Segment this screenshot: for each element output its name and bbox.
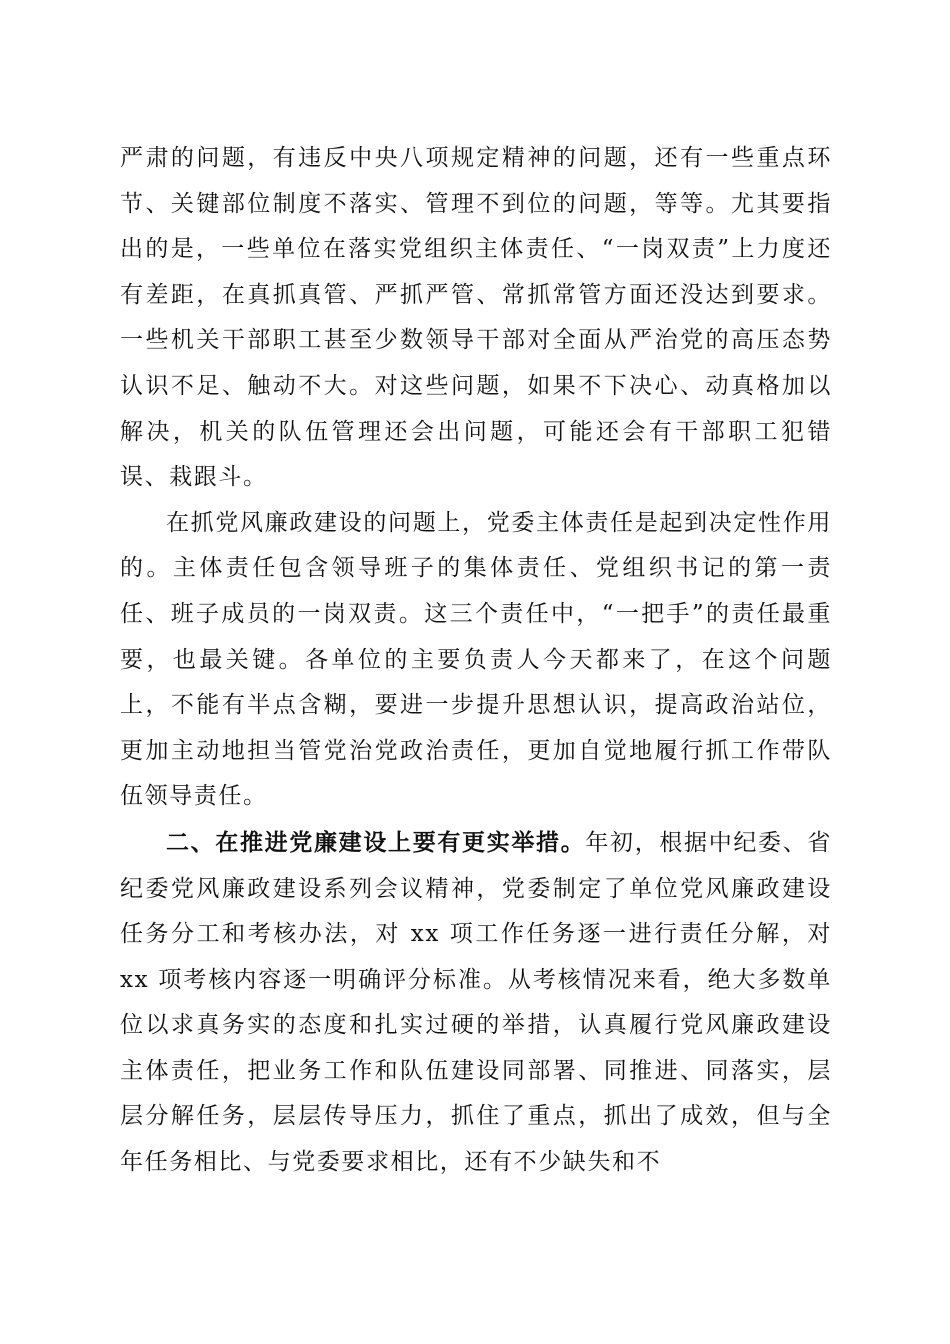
paragraph-section-two	[120, 820, 832, 1186]
paragraph-continued	[120, 136, 832, 501]
paragraph-text: 在抓党风廉政建设的问题上，党委主体责任是起到决定性作用的。主体责任包含领导班子的集体责任、党组织书记的第一责任、班子成员的一岗双责。这三个责任中，“一把手”的责任最重要，也最关键。各单位的主要负责人今天都来了，在这个问题上，不能有半点含糊，要进一步提升思想认识，提高政治站位，更加主动地担当管党治党政治责任，更加自觉地履行抓工作带队伍领导责任。	[120, 509, 832, 810]
document-body	[120, 136, 832, 1186]
paragraph-text: 严肃的问题，有违反中央八项规定精神的问题，还有一些重点环节、关键部位制度不落实、管理不到位的问题，等等。尤其要指出的是，一些单位在落实党组织主体责任、“一岗双责”上力度还有差距，在真抓真管、严抓严管、常抓常管方面还没达到要求。一些机关干部职工甚至少数领导干部对全面从严治党的高压态势认识不足、触动不大。对这些问题，如果不下决心、动真格加以解决，机关的队伍管理还会出问题，可能还会有干部职工犯错误、栽跟斗。	[120, 145, 832, 491]
paragraph-party-committee-responsibility	[120, 501, 832, 820]
section-heading: 二、在推进党廉建设上要有更实举措。	[166, 828, 586, 856]
paragraph-text: 年初，根据中纪委、省纪委党风廉政建设系列会议精神，党委制定了单位党风廉政建设任务分工和考核办法，对 xx 项工作任务逐一进行责任分解，对 xx 项考核内容逐一明确评分标准。从考核情况来看，绝大多数单位以求真务实的态度和扎实过硬的举措，认真履行党风廉政建设主体责任，把业务工作和队伍建设同部署、同推进、同落实，层层分解任务，层层传导压力，抓住了重点，抓出了成效，但与全年任务相比、与党委要求相比，还有不少缺失和不	[120, 829, 832, 1176]
